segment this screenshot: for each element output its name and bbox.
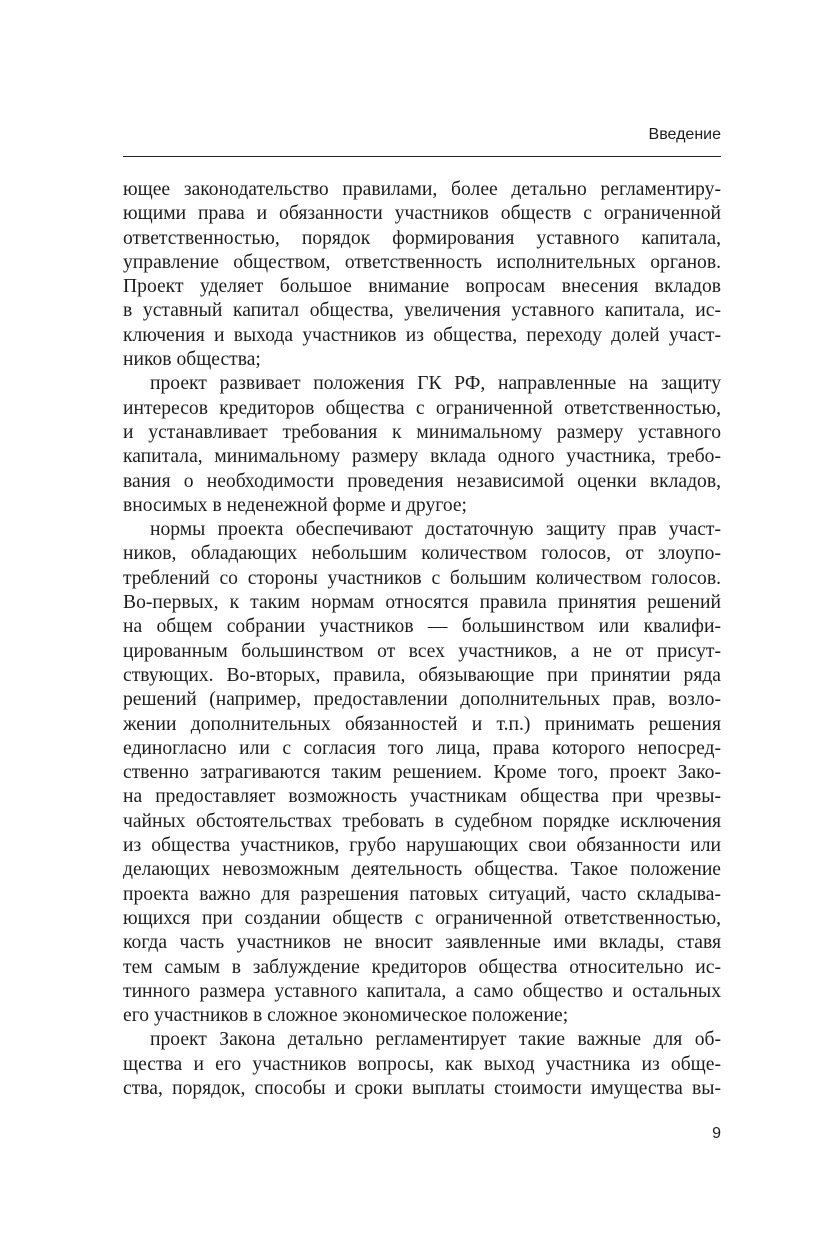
- text-line: ющими права и обязанности участников обществ с ограниченной: [123, 203, 721, 225]
- text-line: вания о необходимости проведения независимой оценки вкладов,: [123, 470, 721, 492]
- text-line: Во-первых, к таким нормам относятся правила принятия решений: [123, 592, 721, 614]
- text-line: ства, порядок, способы и сроки выплаты стоимости имущества вы-: [123, 1077, 721, 1099]
- text-line: когда часть участников не вносит заявленные ими вклады, ставя: [123, 932, 721, 954]
- text-line: тинного размера уставного капитала, а само общество и остальных: [123, 980, 721, 1002]
- text-line: делающих невозможным деятельность общества. Такое положение: [123, 859, 721, 881]
- text-line: ключения и выхода участников из общества, переходу долей участ-: [123, 324, 721, 346]
- text-line: Проект уделяет большое внимание вопросам внесения вкладов: [123, 276, 721, 298]
- text-line: цированным большинством от всех участников, а не от присут-: [123, 640, 721, 662]
- text-line: жении дополнительных обязанностей и т.п.) принимать решения: [123, 713, 721, 735]
- text-line: нормы проекта обеспечивают достаточную защиту прав участ-: [150, 519, 721, 541]
- page-number: 9: [712, 1125, 721, 1142]
- text-line: тем самым в заблуждение кредиторов общества относительно ис-: [123, 956, 721, 978]
- text-line: в уставный капитал общества, увеличения уставного капитала, ис-: [123, 300, 721, 322]
- text-line: на предоставляет возможность участникам общества при чрезвы-: [123, 786, 721, 808]
- text-line: ющихся при создании обществ с ограниченной ответственностью,: [123, 907, 721, 929]
- text-line: капитала, минимальному размеру вклада одного участника, требо-: [123, 446, 721, 468]
- text-line: ствующих. Во-вторых, правила, обязывающие при принятии ряда: [123, 664, 721, 686]
- text-line: единогласно или с согласия того лица, права которого непосред-: [123, 737, 721, 759]
- text-line: и устанавливает требования к минимальному размеру уставного: [123, 421, 721, 443]
- paragraph: [123, 518, 721, 1028]
- paragraph: [123, 372, 721, 518]
- paragraph: [123, 1028, 721, 1101]
- text-line: ющее законодательство правилами, более детально регламентиру-: [123, 179, 721, 200]
- text-line: чайных обстоятельствах требовать в судебном порядке исключения: [123, 810, 721, 832]
- header-title: Введение: [648, 126, 721, 143]
- text-line: решений (например, предоставлении дополнительных прав, возло-: [123, 689, 721, 711]
- text-line: проект Закона детально регламентирует такие важные для об-: [150, 1029, 721, 1051]
- text-line: проекта важно для разрешения патовых ситуаций, часто складыва-: [123, 883, 721, 905]
- text-line: щества и его участников вопросы, как выход участника из обще-: [123, 1053, 721, 1075]
- paragraph: [123, 178, 721, 372]
- text-line: ственно затрагиваются таким решением. Кроме того, проект Зако-: [123, 762, 721, 784]
- text-line: треблений со стороны участников с большим количеством голосов.: [123, 567, 721, 589]
- text-line: интересов кредиторов общества с ограниченной ответственностью,: [123, 397, 721, 419]
- text-line: его участников в сложное экономическое положение;: [123, 1005, 569, 1027]
- body-text: [123, 178, 721, 1101]
- text-line: управление обществом, ответственность исполнительных органов.: [123, 251, 721, 273]
- text-line: из общества участников, грубо нарушающих свои обязанности или: [123, 835, 721, 857]
- text-line: на общем собрании участников — большинством или квалифи-: [123, 616, 721, 638]
- running-header: [123, 124, 721, 157]
- text-line: проект развивает положения ГК РФ, направленные на защиту: [150, 373, 721, 395]
- text-line: ников общества;: [123, 349, 261, 371]
- text-line: вносимых в неденежной форме и другое;: [123, 494, 467, 516]
- text-line: ников, обладающих небольшим количеством голосов, от злоупо-: [123, 543, 721, 565]
- text-line: ответственностью, порядок формирования уставного капитала,: [123, 227, 721, 249]
